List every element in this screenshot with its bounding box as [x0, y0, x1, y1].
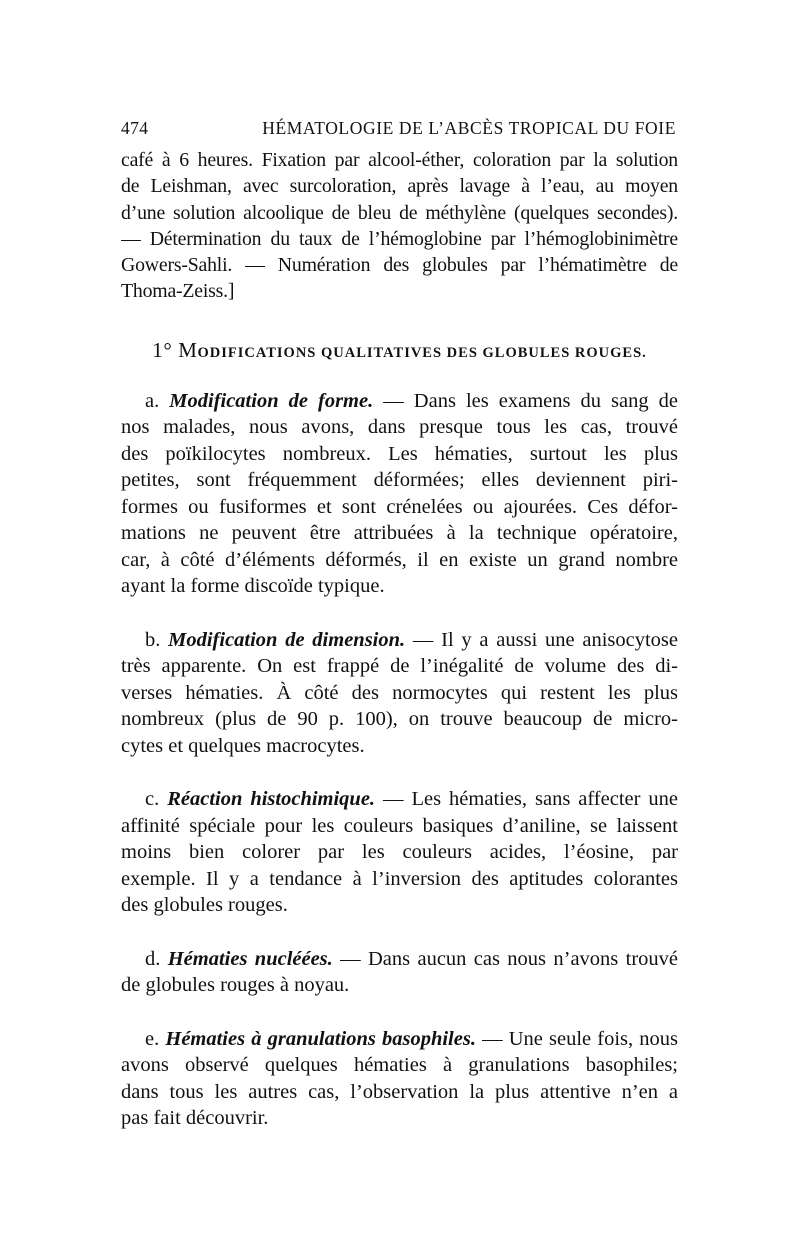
- text-line: avons observé quelques hématies à granulations basophiles;: [121, 1054, 678, 1077]
- text-line: ayant la forme discoïde typique.: [121, 575, 385, 598]
- paragraph-a: [121, 388, 678, 600]
- text-line: de Leishman, avec surcoloration, après lavage à l’eau, au moyen: [121, 175, 678, 198]
- paragraph-first-line: [121, 388, 678, 415]
- text-line: pas fait découvrir.: [121, 1107, 269, 1130]
- text-line: formes ou fusiformes et sont crénelées ou ajourées. Ces défor-: [121, 495, 678, 518]
- section-title: [121, 338, 678, 388]
- paragraph-heading: Modification de forme.: [169, 389, 374, 412]
- running-header: [121, 118, 678, 144]
- text-line: — Détermination du taux de l’hémoglobine par l’hémoglobinimètre: [121, 227, 678, 250]
- paragraph-e: [121, 1026, 678, 1132]
- first-line-text: — Dans aucun cas nous n’avons trouvé: [340, 947, 678, 970]
- text-line: très apparente. On est frappé de l’inégalité de volume des di-: [121, 655, 678, 678]
- section-title-rest: ODIFICATIONS QUALITATIVES DES GLOBULES ROUGES.: [197, 344, 647, 361]
- text-line: verses hématies. À côté des normocytes qui restent les plus: [121, 681, 678, 704]
- paragraph-first-line: [121, 786, 678, 813]
- text-line: dans tous les autres cas, l’observation la plus attentive n’en a: [121, 1080, 678, 1103]
- paragraph-first-line: [121, 627, 678, 654]
- running-title: HÉMATOLOGIE DE L’ABCÈS TROPICAL DU FOIE: [262, 118, 676, 138]
- item-letter: b.: [145, 628, 161, 651]
- paragraph-c: [121, 786, 678, 919]
- paragraph-heading: Réaction histochimique.: [167, 788, 376, 811]
- text-line: car, à côté d’éléments déformés, il en existe un grand nombre: [121, 548, 678, 571]
- first-line-text: — Il y a aussi une anisocytose: [412, 628, 678, 651]
- paragraph-b: [121, 627, 678, 760]
- text-line: affinité spéciale pour les couleurs basiques d’aniline, se laissent: [121, 814, 678, 837]
- item-letter: c.: [145, 788, 160, 811]
- book-page: [121, 118, 678, 1159]
- first-line-text: — Les hématies, sans affecter une: [383, 788, 678, 811]
- paragraph-first-line: [121, 946, 678, 973]
- intro-block: [121, 147, 678, 305]
- text-line: Gowers-Sahli. — Numération des globules par l’hématimètre de: [121, 254, 678, 277]
- text-line: café à 6 heures. Fixation par alcool-éther, coloration par la solution: [121, 149, 678, 171]
- paragraph-heading: Modification de dimension.: [168, 628, 406, 651]
- text-line: exemple. Il y a tendance à l’inversion des aptitudes colorantes: [121, 867, 678, 890]
- section-title-initial: M: [178, 337, 198, 362]
- text-line: Thoma-Zeiss.]: [121, 280, 235, 303]
- text-line: d’une solution alcoolique de bleu de méthylène (quelques secondes).: [121, 201, 678, 224]
- text-line: petites, sont fréquemment déformées; elles deviennent piri-: [121, 469, 678, 492]
- section-number: 1°: [152, 337, 173, 362]
- item-letter: a.: [145, 389, 160, 412]
- text-line: nos malades, nous avons, dans presque tous les cas, trouvé: [121, 416, 678, 439]
- text-line: mations ne peuvent être attribuées à la technique opératoire,: [121, 522, 678, 545]
- text-line: des poïkilocytes nombreux. Les hématies, surtout les plus: [121, 442, 678, 465]
- paragraph-heading: Hématies à granulations basophiles.: [165, 1027, 476, 1050]
- text-line: moins bien colorer par les couleurs acides, l’éosine, par: [121, 841, 678, 864]
- item-letter: e.: [145, 1027, 160, 1050]
- item-letter: d.: [145, 947, 161, 970]
- paragraph-heading: Hématies nucléées.: [167, 947, 333, 970]
- text-line: nombreux (plus de 90 p. 100), on trouve beaucoup de micro-: [121, 708, 678, 731]
- text-line: de globules rouges à noyau.: [121, 974, 350, 997]
- page-number: 474: [121, 118, 149, 138]
- first-line-text: — Dans les examens du sang de: [383, 389, 678, 412]
- text-line: cytes et quelques macrocytes.: [121, 734, 365, 757]
- paragraph-first-line: [121, 1026, 678, 1053]
- paragraph-d: [121, 946, 678, 999]
- first-line-text: — Une seule fois, nous: [482, 1027, 678, 1050]
- text-line: des globules rouges.: [121, 894, 288, 917]
